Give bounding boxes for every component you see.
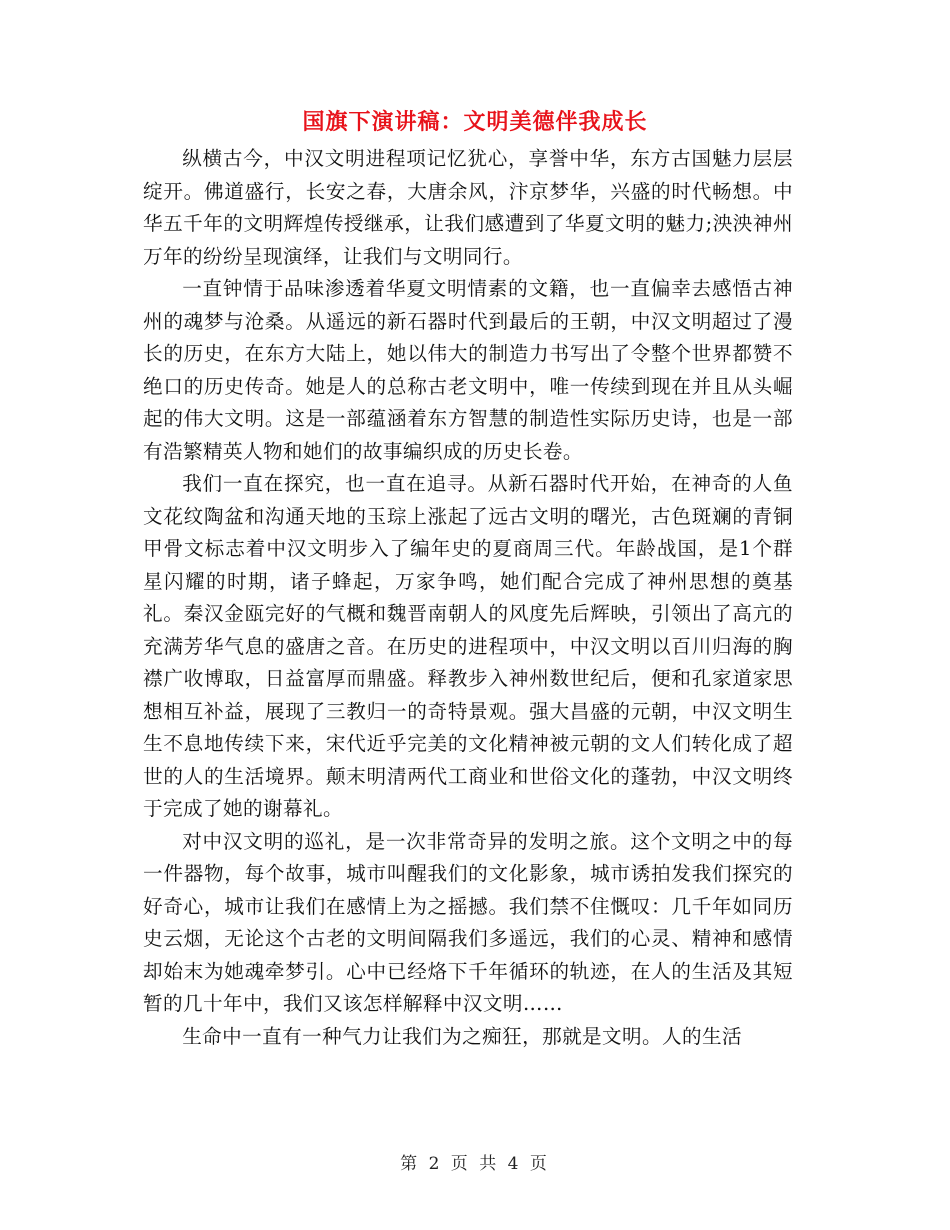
paragraph-5: 生命中一直有一种气力让我们为之痴狂，那就是文明。人的生活 [182,1024,743,1048]
paragraph-3: 我们一直在探究，也一直在追寻。从新石器时代开始，在神奇的人鱼文花纹陶盆和沟通天地的玉琮上涨起了远古文明的曙光，古色斑斓的青铜甲骨文标志着中汉文明步入了编年史的夏商周三代。年龄战国，是1个群星闪耀的时期，诸子蜂起，万家争鸣，她们配合完成了神州思想的奠基礼。秦汉金瓯完好的气概和魏晋南朝人的风度先后辉映，引领出了高亢的充满芳华气息的盛唐之音。在历史的进程项中，中汉文明以百川归海的胸襟广收博取，日益富厚而鼎盛。释教步入神州数世纪后，便和孔家道家思想相互补益，展现了三教归一的奇特景观。强大昌盛的元朝，中汉文明生生不息地传续下来，宋代近乎完美的文化精神被元朝的文人们转化成了超世的人的生活境界。颠末明清两代工商业和世俗文化的蓬勃，中汉文明终于完成了她的谢幕礼。 [143,472,793,820]
paragraph-4: 对中汉文明的巡礼，是一次非常奇异的发明之旅。这个文明之中的每一件器物，每个故事，城市叫醒我们的文化影象，城市诱拍发我们探究的好奇心，城市让我们在感情上为之摇撼。我们禁不住慨叹：几千年如同历史云烟，无论这个古老的文明间隔我们多遥远，我们的心灵、精神和感情却始末为她魂牵梦引。心中已经烙下千年循环的轨迹，在人的生活及其短暂的几十年中，我们又该怎样解释中汉文明…… [143,829,793,1015]
document-body [143,143,793,1053]
paragraph-2: 一直钟情于品味渗透着华夏文明情素的文籍，也一直偏幸去感悟古神州的魂梦与沧桑。从遥远的新石器时代到最后的王朝，中汉文明超过了漫长的历史，在东方大陆上，她以伟大的制造力书写出了令整个世界都赞不绝口的历史传奇。她是人的总称古老文明中，唯一传续到现在并且从头崛起的伟大文明。这是一部蕴涵着东方智慧的制造性实际历史诗，也是一部有浩繁精英人物和她们的故事编织成的历史长卷。 [143,277,793,463]
page-number-footer: 第 2 页 共 4 页 [400,1154,550,1174]
document-title: 国旗下演讲稿：文明美德伴我成长 [302,110,648,135]
paragraph-1: 纵横古今，中汉文明进程项记忆犹心，享誉中华，东方古国魅力层层绽开。佛道盛行，长安之春，大唐余风，汴京梦华，兴盛的时代畅想。中华五千年的文明辉煌传授继承，让我们感遭到了华夏文明的魅力;泱泱神州万年的纷纷呈现演绎，让我们与文明同行。 [143,147,793,268]
